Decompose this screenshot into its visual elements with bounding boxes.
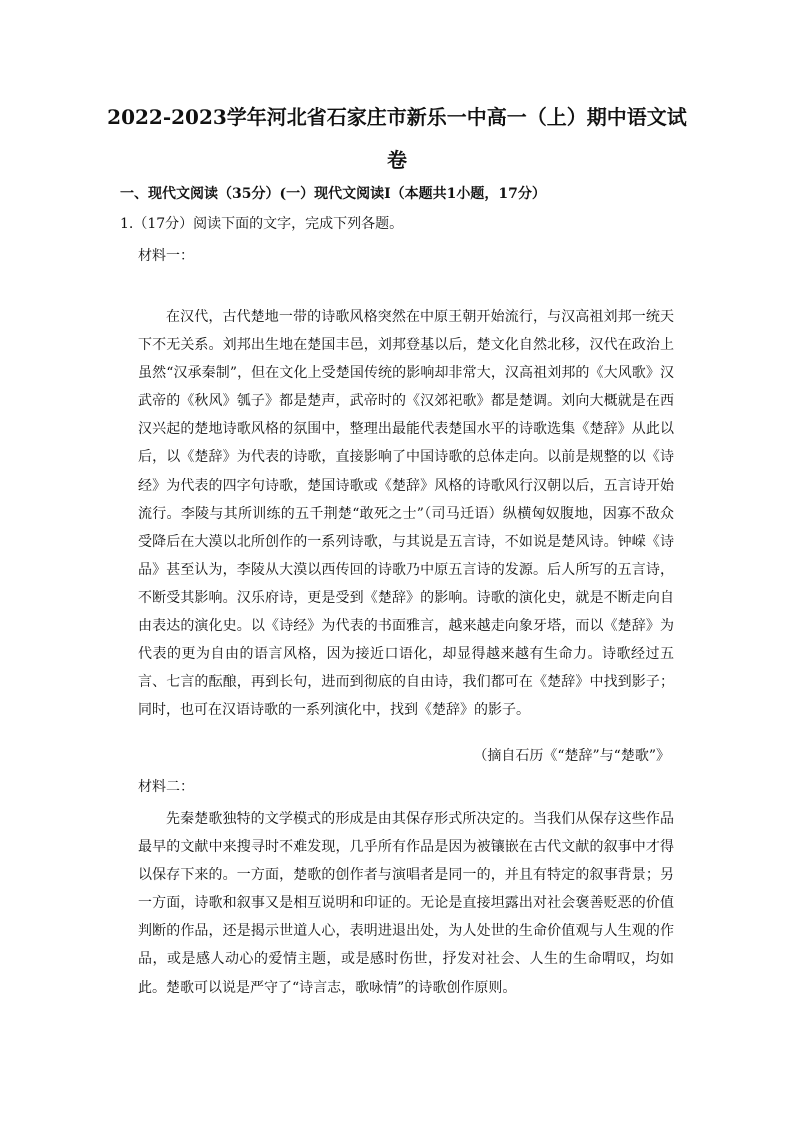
document-title-line1: 2022-2023学年河北省石家庄市新乐一中高一（上）期中语文试 xyxy=(107,105,687,129)
material2-paragraph: 先秦楚歌独特的文学模式的形成是由其保存形式所决定的。当我们从保存这些作品最早的文献中来搜寻时不难发现，几乎所有作品是因为被镶嵌在古代文献的叙事中才得以保存下来的。一方面，楚歌的创作者与演唱者是同一的，并且有特定的叙事背景；另一方面，诗歌和叙事又是相互说明和印证的。无论是直接坦露出对社会褒善贬恶的价值判断的作品，还是揭示世道人心，表明进退出处，为人处世的生命价值观与人生观的作品，或是感人动心的爱情主题，或是感时伤世，抒发对社会、人生的生命喟叹，均如此。楚歌可以说是严守了“诗言志，歌咏情”的诗歌创作原则。 xyxy=(138,811,674,996)
document-title-line2: 卷 xyxy=(387,148,407,172)
material2-label: 材料二： xyxy=(138,779,194,795)
material1-source: （摘自石历《“楚辞”与“楚歌”》 xyxy=(473,748,670,764)
question-prompt: 1.（17分）阅读下面的文字，完成下列各题。 xyxy=(120,216,404,232)
material1-label: 材料一： xyxy=(138,248,194,264)
material1-paragraph: 在汉代，古代楚地一带的诗歌风格突然在中原王朝开始流行，与汉高祖刘邦一统天下不无关系。刘邦出生地在楚国丰邑，刘邦登基以后，楚文化自然北移，汉代在政治上虽然“汉承秦制”，但在文化上受楚国传统的影响却非常大，汉高祖刘邦的《大风歌》汉武帝的《秋风》瓠子》都是楚声，武帝时的《汉郊祀歌》都是楚调。刘向大概就是在西汉兴起的楚地诗歌风格的氛围中，整理出最能代表楚国水平的诗歌选集《楚辞》从此以后，以《楚辞》为代表的诗歌，直接影响了中国诗歌的总体走向。以前是规整的以《诗经》为代表的四字句诗歌，楚国诗歌或《楚辞》风格的诗歌风行汉朝以后，五言诗开始流行。李陵与其所训练的五千荆楚“敢死之士”（司马迁语）纵横匈奴腹地，因寡不敌众受降后在大漠以北所创作的一系列诗歌，与其说是五言诗，不如说是楚风诗。钟嵘《诗品》甚至认为，李陵从大漠以西传回的诗歌乃中原五言诗的发源。后人所写的五言诗，不断受其影响。汉乐府诗，更是受到《楚辞》的影响。诗歌的演化史，就是不断走向自由表达的演化史。以《诗经》为代表的书面雅言，越来越走向象牙塔，而以《楚辞》为代表的更为自由的语言风格，因为接近口语化，却显得越来越有生命力。诗歌经过五言、七言的酝酿，再到长句，进而到彻底的自由诗，我们都可在《楚辞》中找到影子；同时，也可在汉语诗歌的一系列演化中，找到《楚辞》的影子。 xyxy=(138,309,674,719)
section-heading: 一、现代文阅读（35分）(一）现代文阅读Ⅰ（本题共1小题，17分） xyxy=(120,186,546,202)
